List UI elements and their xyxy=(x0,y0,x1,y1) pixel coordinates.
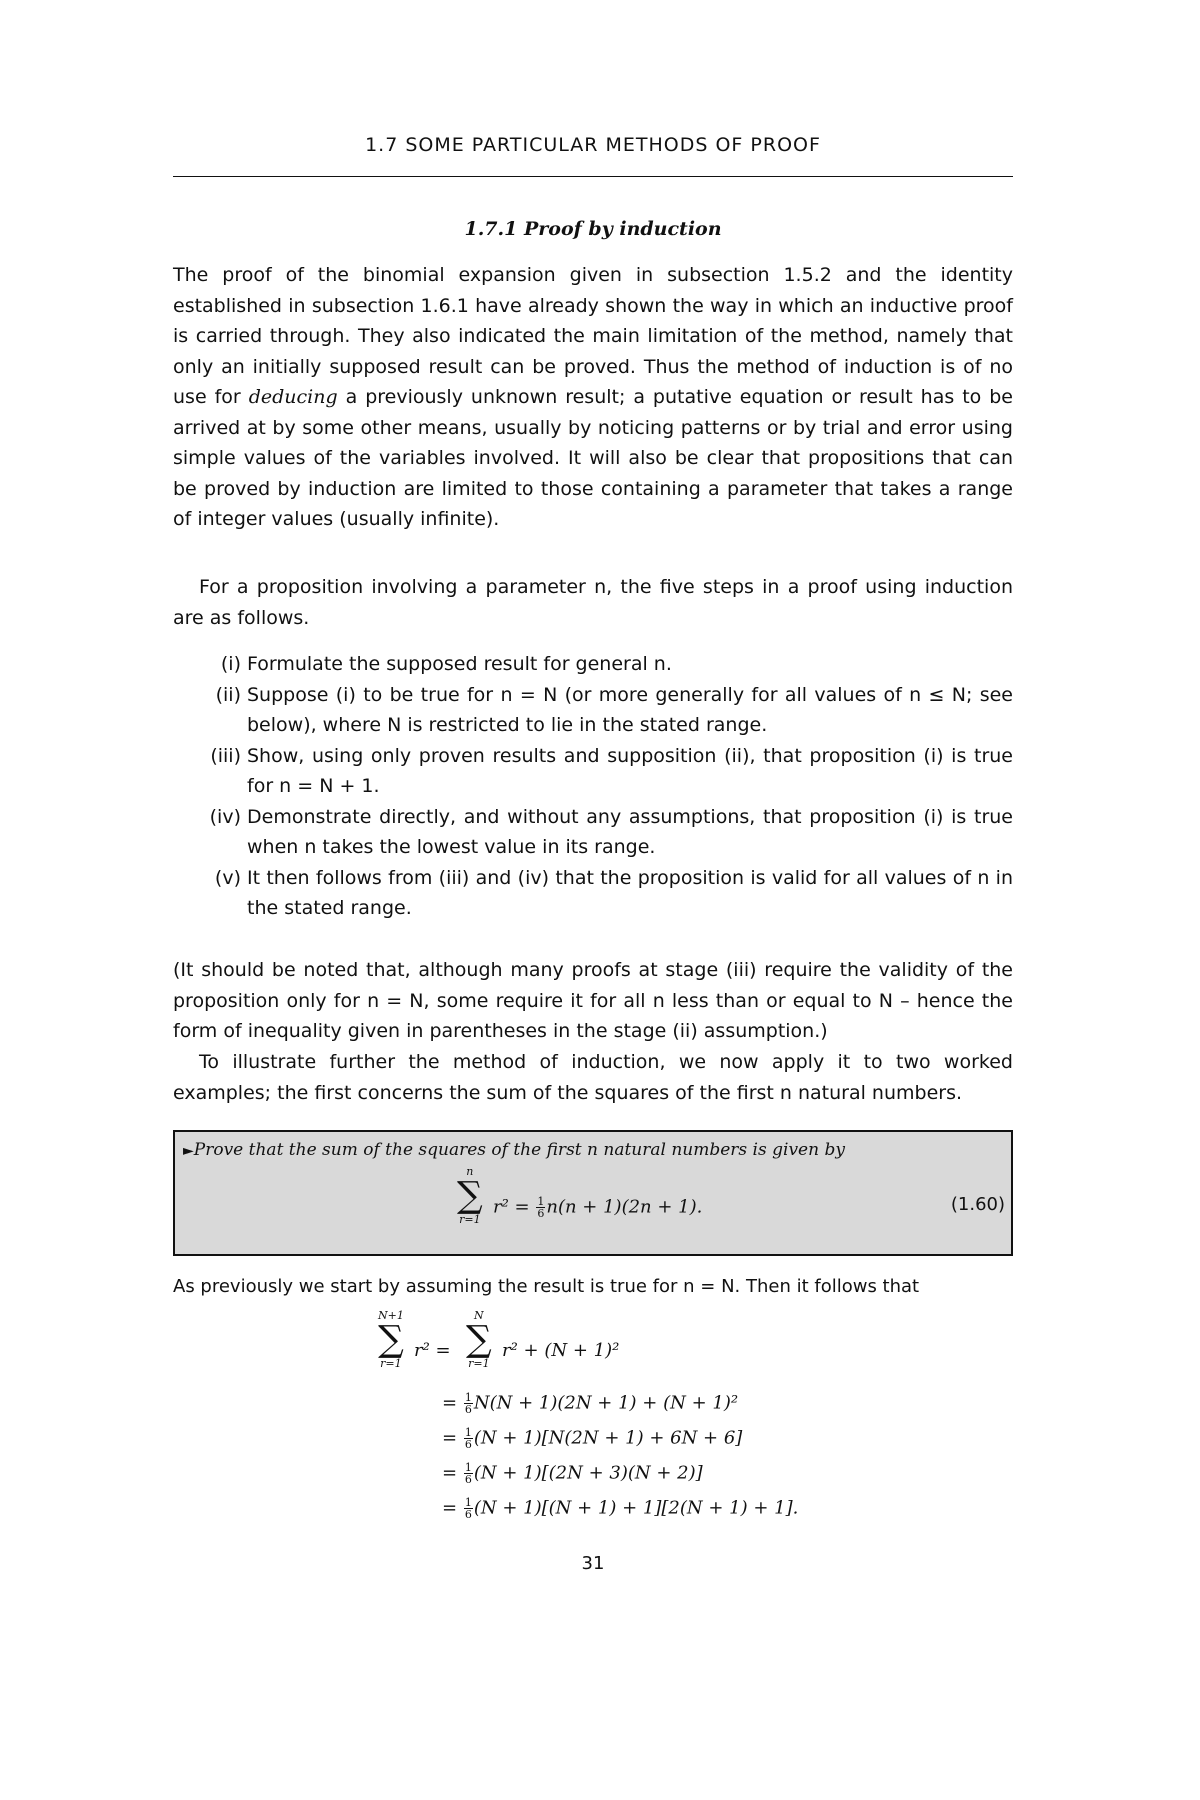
step-text: Suppose (i) to be true for n = N (or more generally for all values of n ≤ N; see below), where N is restricted to lie in the stated range. xyxy=(247,683,1013,736)
steps-list xyxy=(173,649,1013,924)
equals-sign: = xyxy=(442,1462,458,1484)
derivation-term: r² + (N + 1)² xyxy=(502,1340,620,1361)
fraction-numerator: 1 xyxy=(464,1496,472,1509)
derivation-line-1-mid xyxy=(414,1340,451,1361)
sigma-icon: ∑ xyxy=(457,1175,483,1216)
derivation-line xyxy=(442,1497,798,1520)
derivation-term: (N + 1)[(2N + 3)(N + 2)] xyxy=(473,1462,703,1484)
fraction-one-sixth xyxy=(464,1427,473,1450)
sigma-icon: ∑ xyxy=(378,1319,404,1360)
step-number: (i) xyxy=(220,653,241,675)
step-text: It then follows from (iii) and (iv) that the proposition is valid for all values of n in the stated range. xyxy=(247,866,1013,919)
fraction-denominator: 6 xyxy=(537,1207,545,1220)
paragraph-intro xyxy=(173,260,1013,535)
step-item xyxy=(173,741,1013,802)
example-statement xyxy=(183,1140,845,1160)
fraction-denominator: 6 xyxy=(464,1403,472,1416)
fraction-numerator: 1 xyxy=(537,1195,545,1208)
derivation-line xyxy=(442,1462,703,1485)
sum-lower-limit: r=1 xyxy=(459,1213,481,1226)
step-item xyxy=(173,649,1013,680)
sum-upper-limit: n xyxy=(466,1165,474,1178)
equation-rhs-term: n(n + 1)(2n + 1). xyxy=(546,1196,703,1218)
derivation-term: (N + 1)[N(2N + 1) + 6N + 6] xyxy=(473,1427,743,1449)
equals-sign: = xyxy=(442,1497,458,1519)
fraction-numerator: 1 xyxy=(464,1461,472,1474)
equation-lhs-term: r² = xyxy=(493,1196,536,1218)
paragraph-illustrate: To illustrate further the method of induction, we now apply it to two worked examples; the first concerns the sum of the squares of the first n natural numbers. xyxy=(173,1051,1013,1104)
running-head: 1.7 SOME PARTICULAR METHODS OF PROOF xyxy=(365,134,821,156)
derivation-term: (N + 1)[(N + 1) + 1][2(N + 1) + 1]. xyxy=(473,1497,799,1519)
fraction-denominator: 6 xyxy=(464,1473,472,1486)
fraction-denominator: 6 xyxy=(464,1508,472,1521)
worked-example-box xyxy=(173,1130,1013,1256)
summation xyxy=(378,1310,404,1370)
sum-lower-limit: r=1 xyxy=(380,1357,402,1370)
derivation-term: N(N + 1)(2N + 1) + (N + 1)² xyxy=(473,1392,739,1414)
derivation-term: r² = xyxy=(414,1340,451,1361)
emphasis-deducing: deducing xyxy=(248,386,338,408)
paragraph-intro-part-a: The proof of the binomial expansion given in subsection 1.5.2 and the identity established in subsection 1.6.1 have already shown the way in which an inductive proof is carried through. They also indicated the main limitation of the method, namely that only an initially supposed result can be proved. Thus the method of induction is of no use for xyxy=(173,264,1013,408)
fraction-one-sixth xyxy=(464,1392,473,1415)
paragraph-start-proof: As previously we start by assuming the result is true for n = N. Then it follows that xyxy=(173,1276,920,1297)
step-number: (iii) xyxy=(210,744,241,767)
paragraph-note: (It should be noted that, although many proofs at stage (iii) require the validity of the proposition only for n = N, some require it for all n less than or equal to N – hence the form of inequality given in parentheses in the stage (ii) assumption.) xyxy=(173,959,1013,1042)
fraction-one-sixth xyxy=(464,1497,473,1520)
fraction-one-sixth xyxy=(536,1196,545,1219)
header-rule xyxy=(173,176,1013,177)
sum-lower-limit: r=1 xyxy=(468,1357,490,1370)
step-item xyxy=(173,802,1013,863)
step-text: Show, using only proven results and supposition (ii), that proposition (i) is true for n = N + 1. xyxy=(247,744,1013,797)
page-number: 31 xyxy=(581,1553,605,1574)
example-statement-text: Prove that the sum of the squares of the first n natural numbers is given by xyxy=(193,1140,845,1160)
derivation xyxy=(378,1310,878,1530)
fraction-numerator: 1 xyxy=(464,1426,472,1439)
step-number: (iv) xyxy=(209,805,241,828)
triangle-marker-icon: ► xyxy=(183,1143,194,1159)
fraction-one-sixth xyxy=(464,1462,473,1485)
sum-upper-limit: N xyxy=(474,1309,484,1322)
sigma-icon: ∑ xyxy=(466,1319,492,1360)
section-title: 1.7.1 Proof by induction xyxy=(464,218,722,240)
step-text: Demonstrate directly, and without any assumptions, that proposition (i) is true when n takes the lowest value in its range. xyxy=(247,805,1013,858)
derivation-line xyxy=(442,1427,742,1450)
step-number: (v) xyxy=(214,866,241,889)
equation-number: (1.60) xyxy=(950,1194,1005,1215)
step-text: Formulate the supposed result for general n. xyxy=(247,653,672,675)
derivation-line xyxy=(442,1392,738,1415)
step-item xyxy=(173,863,1013,924)
paragraph-intro-part-b: a previously unknown result; a putative equation or result has to be arrived at by some other means, usually by noticing patterns or by trial and error using simple values of the variables involved. It will also be clear that propositions that can be proved by induction are limited to those containing a parameter that takes a range of integer values (usually infinite). xyxy=(173,386,1013,530)
fraction-denominator: 6 xyxy=(464,1438,472,1451)
sum-upper-limit: N+1 xyxy=(378,1309,404,1322)
step-item xyxy=(173,680,1013,741)
derivation-line-1-end xyxy=(502,1340,619,1361)
equals-sign: = xyxy=(442,1427,458,1449)
summation xyxy=(466,1310,492,1370)
fraction-numerator: 1 xyxy=(464,1391,472,1404)
summation xyxy=(457,1166,483,1226)
equation-rhs xyxy=(493,1196,702,1219)
step-number: (ii) xyxy=(215,683,241,706)
paragraph-steps-intro: For a proposition involving a parameter n, the five steps in a proof using induction are as follows. xyxy=(173,576,1013,629)
equals-sign: = xyxy=(442,1392,458,1414)
